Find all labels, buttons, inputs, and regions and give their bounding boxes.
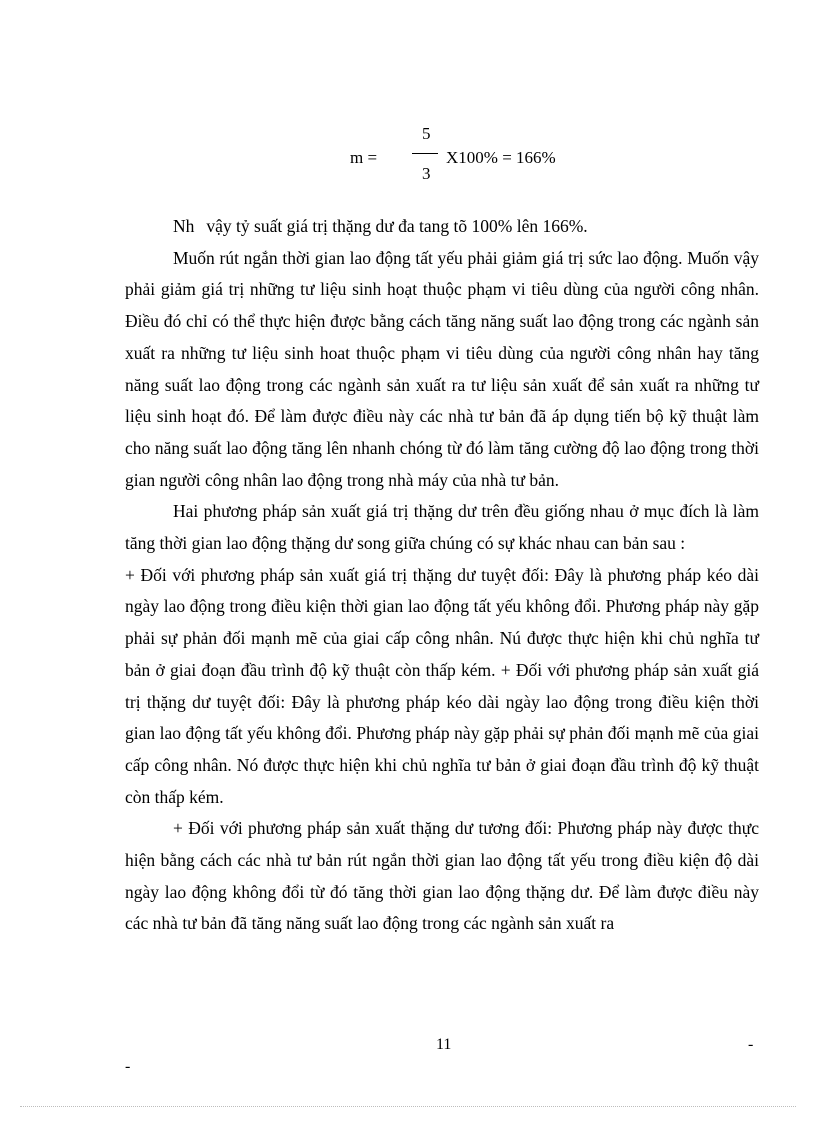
paragraph-relative-method: + Đối với phương pháp sản xuất thặng dư tương đối: Phương pháp này được thực hiện bằng cách các nhà tư bản rút ngắn thời gian lao động tất yếu trong điều kiện độ dài ngày lao động không đổi từ đó tăng thời gian lao động thặng dư. Để làm được điều này các nhà tư bản đã tăng năng suất lao động trong các ngành sản xuất ra: [125, 818, 759, 934]
paragraph-two-methods: Hai phương pháp sản xuất giá trị thặng dư trên đều giống nhau ở mục đích là làm tăng thời gian lao động thặng dư song giữa chúng có sự khác nhau can bản sau :: [125, 501, 759, 554]
document-body: [125, 211, 759, 940]
paragraph-ratio-rest: vậy tỷ suất giá trị thặng dư đa tang tõ 100% lên 166%.: [206, 216, 588, 236]
paragraph-absolute-method-b: + Đối với phương pháp sản xuất giá trị thặng dư tuyệt đối: Đây là phương pháp kéo dài ngày lao động trong điều kiện thời gian lao động tất yếu không đổi. Phương pháp này gặp phải sự phản đối mạnh mẽ của giai cấp công nhân. Nó được thực hiện khi chủ nghĩa tư bản ở giai đoạn đầu trình độ kỹ thuật còn thấp kém.: [125, 659, 759, 807]
page-number: 11: [436, 1036, 452, 1053]
paragraph-absolute-method: [125, 560, 759, 814]
formula-numerator: 5: [422, 124, 431, 143]
paragraph-ratio: [125, 211, 759, 243]
paragraph-ratio-start: Nh: [173, 216, 195, 236]
fraction-bar: [412, 153, 438, 154]
paragraph-absolute-method-a: + Đối với phương pháp sản xuất giá trị thặng dư tuyệt đối: Đây là phương pháp kéo dài ngày lao động trong điều kiện thời gian lao động tất yếu không đổi. Phương pháp này gặp phải sự phản đối mạnh mẽ của giai cấp công nhân. Nú được thực hiện khi chủ nghĩa tư bản ở giai đoạn đầu trình độ kỹ thuật còn thấp kém.: [125, 564, 759, 680]
page-bottom-divider: [20, 1106, 796, 1107]
footer-dash-left: -: [125, 1058, 131, 1075]
formula: [0, 120, 816, 190]
footer-dash-right: -: [748, 1036, 754, 1053]
paragraph-shorten-labor-time: Muốn rút ngắn thời gian lao động tất yếu phải giảm giá trị sức lao động. Muốn vậy phải giảm giá trị những tư liệu sinh hoạt thuộc phạm vi tiêu dùng của người công nhân. Điều đó chỉ có thể thực hiện được bằng cách tăng năng suất lao động trong các ngành sản xuất ra những tư liệu sinh hoat thuộc phạm vi tiêu dùng của người công nhân hay tăng năng suất lao động trong các ngành sản xuất ra tư liệu sản xuất để sản xuất ra những tư liệu sinh hoạt đó. Để làm được điều này các nhà tư bản đã áp dụng tiến bộ kỹ thuật làm cho năng suất lao động tăng lên nhanh chóng từ đó làm tăng cường độ lao động trong thời gian người công nhân lao động trong nhà máy của nhà tư bản.: [125, 247, 759, 490]
formula-rhs: X100% = 166%: [446, 148, 556, 167]
formula-lhs: m =: [350, 148, 378, 167]
formula-denominator: 3: [422, 164, 431, 183]
